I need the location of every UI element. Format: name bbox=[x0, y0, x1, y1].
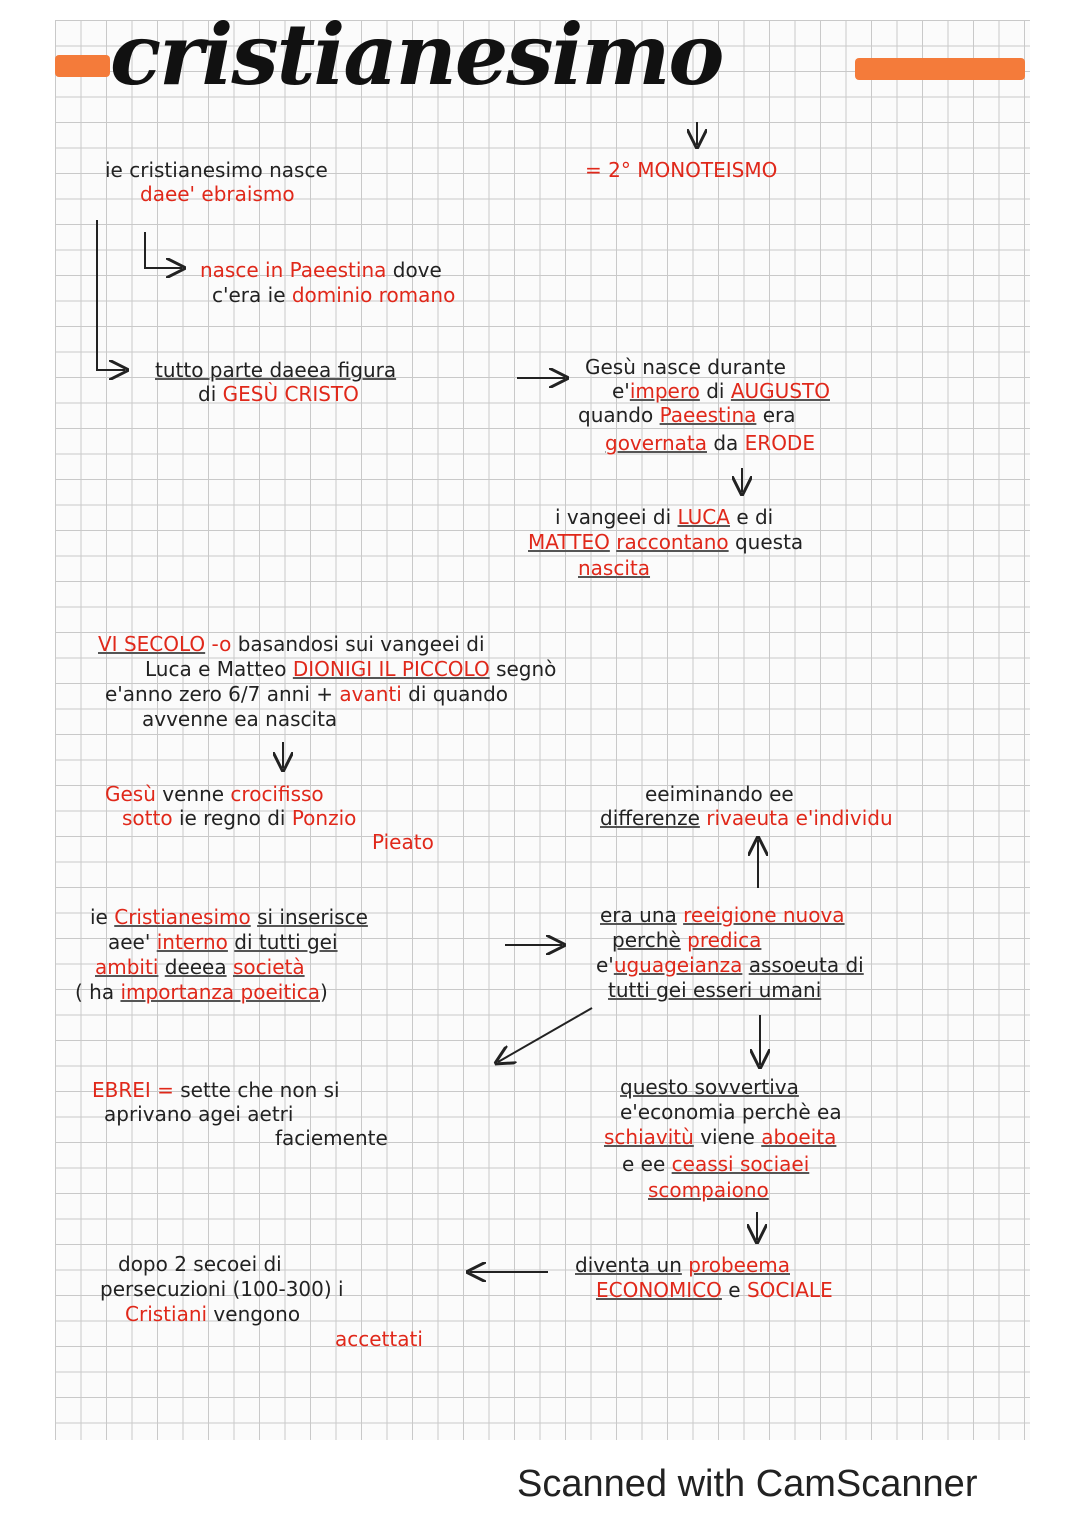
note-gesu-line1: tutto parte daeea figura bbox=[155, 358, 397, 382]
text: e' bbox=[596, 953, 614, 977]
text: Paeestina bbox=[289, 258, 387, 282]
text: di tutti gei bbox=[234, 930, 338, 954]
text: nasce in bbox=[200, 258, 284, 282]
text: DIONIGI IL PICCOLO bbox=[292, 657, 490, 681]
text: aee' bbox=[108, 930, 151, 954]
text: ceassi sociaei bbox=[671, 1152, 810, 1176]
text: differenze bbox=[600, 806, 700, 830]
text: ie bbox=[90, 905, 108, 929]
text: schiavitù bbox=[604, 1125, 694, 1149]
note-sovvertiva-line2: e'economia perchè ea bbox=[620, 1100, 842, 1124]
note-vangeli-line3: nascita bbox=[578, 556, 651, 580]
text: Ponzio bbox=[291, 806, 357, 830]
text: ambiti bbox=[95, 955, 159, 979]
text: e ee bbox=[622, 1152, 666, 1176]
text: interno bbox=[156, 930, 228, 954]
text: rivaeuta bbox=[706, 806, 790, 830]
text: di quando bbox=[408, 682, 508, 706]
text: GESÙ CRISTO bbox=[222, 382, 359, 406]
text: ie regno di bbox=[178, 806, 286, 830]
note-religione-line4: tutti gei esseri umani bbox=[608, 978, 822, 1002]
text: Gesù bbox=[105, 782, 156, 806]
text: venne bbox=[162, 782, 225, 806]
note-ebrei-line2: aprivano agei aetri bbox=[104, 1102, 294, 1126]
text: Luca e Matteo bbox=[145, 657, 287, 681]
camscanner-footer: Scanned with CamScanner bbox=[517, 1463, 978, 1505]
text: ( ha bbox=[75, 980, 115, 1004]
text: Cristiani bbox=[125, 1302, 208, 1326]
text: avanti bbox=[339, 682, 402, 706]
text: c'era ie bbox=[212, 283, 286, 307]
text: assoeuta di bbox=[748, 953, 864, 977]
note-ebrei-line3: faciemente bbox=[275, 1126, 388, 1150]
note-monoteismo: = 2° MONOTEISMO bbox=[585, 158, 778, 182]
text: raccontano bbox=[616, 530, 729, 554]
text: perchè bbox=[612, 928, 681, 952]
text: aboeita bbox=[761, 1125, 837, 1149]
note-secolo-line4: avvenne ea nascita bbox=[142, 707, 338, 731]
text: Paeestina bbox=[659, 403, 757, 427]
text: era una bbox=[600, 903, 677, 927]
note-origin-line2: daee' ebraismo bbox=[140, 182, 295, 206]
text: ECONOMICO bbox=[596, 1278, 722, 1302]
text: e' bbox=[612, 379, 630, 403]
text: dove bbox=[392, 258, 442, 282]
text: basandosi sui vangeei di bbox=[237, 632, 485, 656]
note-accettati-line2: persecuzioni (100-300) i bbox=[100, 1277, 344, 1301]
text: società bbox=[232, 955, 305, 979]
note-accettati-line1: dopo 2 secoei di bbox=[118, 1252, 282, 1276]
text: sotto bbox=[122, 806, 173, 830]
text: e di bbox=[736, 505, 774, 529]
text: reeigione nuova bbox=[683, 903, 845, 927]
text: da bbox=[713, 431, 739, 455]
text: MATTEO bbox=[528, 530, 610, 554]
text: quando bbox=[578, 403, 654, 427]
text: governata bbox=[605, 431, 707, 455]
text: segnò bbox=[496, 657, 557, 681]
text: impero bbox=[629, 379, 700, 403]
text: si inserisce bbox=[257, 905, 368, 929]
arrow-religione-to-ebrei bbox=[498, 1008, 592, 1062]
page-title: cristianesimo bbox=[110, 5, 723, 104]
text: i vangeei di bbox=[555, 505, 672, 529]
text: diventa un bbox=[575, 1253, 682, 1277]
text: ERODE bbox=[744, 431, 815, 455]
text: AUGUSTO bbox=[730, 379, 830, 403]
text: ) bbox=[319, 980, 328, 1004]
text: -o bbox=[211, 632, 232, 656]
text: questa bbox=[734, 530, 804, 554]
bracket-palestina bbox=[145, 232, 182, 268]
note-sovvertiva-line5: scompaiono bbox=[648, 1178, 769, 1202]
text: dominio romano bbox=[291, 283, 456, 307]
text: era bbox=[762, 403, 796, 427]
text: e bbox=[728, 1278, 741, 1302]
text: uguageianza bbox=[613, 953, 743, 977]
note-accettati-line4: accettati bbox=[335, 1327, 423, 1351]
note-crocifisso-line3: Pieato bbox=[372, 830, 434, 854]
text: deeea bbox=[164, 955, 227, 979]
text: vengono bbox=[213, 1302, 301, 1326]
text: predica bbox=[687, 928, 762, 952]
text: probeema bbox=[688, 1253, 790, 1277]
text: Cristianesimo bbox=[114, 905, 251, 929]
text: e'individu bbox=[795, 806, 893, 830]
bracket-origin bbox=[97, 220, 125, 370]
text: VI SECOLO bbox=[98, 632, 206, 656]
text: LUCA bbox=[677, 505, 730, 529]
note-sovvertiva-line1: questo sovvertiva bbox=[620, 1075, 799, 1099]
text: e'anno zero 6/7 anni + bbox=[105, 682, 334, 706]
text: viene bbox=[700, 1125, 755, 1149]
note-augusto-line1: Gesù nasce durante bbox=[585, 355, 786, 379]
text: di bbox=[198, 382, 217, 406]
note-eliminando-line1: eeiminando ee bbox=[645, 782, 794, 806]
note-origin-line1: ie cristianesimo nasce bbox=[105, 158, 328, 182]
text: di bbox=[706, 379, 725, 403]
text: crocifisso bbox=[230, 782, 324, 806]
text: SOCIALE bbox=[746, 1278, 833, 1302]
text: importanza poeitica bbox=[120, 980, 320, 1004]
text: EBREI = bbox=[92, 1078, 174, 1102]
text: sette che non si bbox=[180, 1078, 340, 1102]
